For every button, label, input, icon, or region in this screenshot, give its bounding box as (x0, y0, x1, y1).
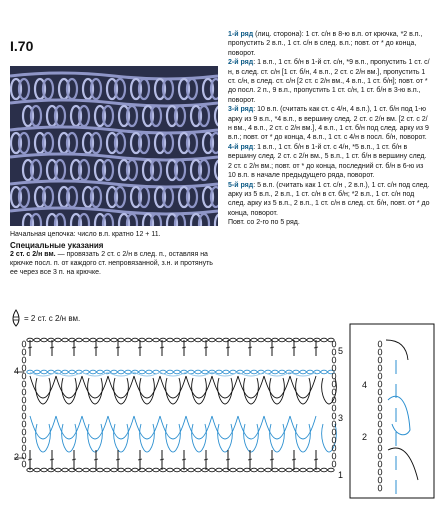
turning-chain (22, 445, 26, 451)
chain-arc (134, 416, 160, 439)
chain-stitch (321, 468, 327, 472)
chain-stitch (258, 468, 264, 472)
row-label-3: 3 (338, 413, 344, 423)
chain-stitch (167, 338, 173, 342)
pattern-photo (10, 66, 218, 226)
chain-arc (386, 340, 408, 360)
double-crochet-post (72, 459, 76, 460)
special-bold: 2 ст. с 2/н вм. (10, 251, 56, 258)
turning-chain (22, 421, 26, 427)
turning-chain (378, 429, 382, 435)
turning-chain (378, 349, 382, 355)
chain-stitch (41, 468, 47, 472)
chain-stitch (202, 338, 208, 342)
chain-stitch (97, 468, 103, 472)
chain-stitch (251, 468, 257, 472)
double-crochet-post (270, 459, 274, 460)
turning-chain (332, 373, 336, 379)
chain-arc (212, 416, 238, 439)
legend-label: = 2 ст. с 2/н вм. (24, 313, 81, 323)
chain-arc (30, 376, 56, 398)
chain-stitch (167, 468, 173, 472)
chain-arc (212, 376, 238, 398)
row-2: 2-й ряд: 1 в.п., 1 ст. б/н в 1-й ст. с/н, *9 в.п., пропустить 1 ст. с/н, в след. ст. с/н [1 ст. б/н, 4 в.п., 2 ст. с 2/н вм.], пропустить 1 ст. с/н, в след. ст. с/н [2 ст. с 2/н вм., 4 в.п., 1 ст. б/н]; повт. от * до посл. 2 п., 9 в.п., пропустить 1 ст. с/н, 1 ст. б/н в 3-ю в.п., поворот. (228, 59, 430, 104)
chain-stitch (307, 468, 313, 472)
turning-chain (22, 349, 26, 355)
cluster-leaf (36, 424, 51, 452)
chart2-row-label-4: 4 (362, 380, 368, 390)
turning-chain (22, 413, 26, 419)
chain-stitch (286, 338, 292, 342)
row-4: 4-й ряд: 1 в.п., 1 ст. б/н в 1-й ст. с 4/н, *5 в.п., 1 ст. б/н в вершину след. 2 ст. с 2/н вм., 5 в.п., 1 ст. б/н в вершину след. 2 ст. с 2/н вм.; повт. от * до конца, последний ст. б/н в 6-ю из 10 в.п. в начале предыдущего ряда, поворот. (228, 143, 427, 180)
chain-stitch (209, 468, 215, 472)
double-crochet-post (182, 459, 186, 460)
chart2-frame (350, 324, 434, 498)
double-crochet-post (292, 459, 296, 460)
chain-arc (108, 416, 134, 439)
chain-stitch (153, 338, 159, 342)
chain-stitch (48, 468, 54, 472)
chain-stitch (195, 338, 201, 342)
chain-stitch (244, 370, 250, 374)
turning-chain (22, 461, 26, 467)
double-crochet-post (28, 459, 32, 460)
chain-stitch (314, 468, 320, 472)
chain-stitch (195, 468, 201, 472)
turning-chain (22, 437, 26, 443)
cluster-leaf (192, 424, 207, 452)
chain-stitch (90, 370, 96, 374)
chain-arc (56, 416, 82, 439)
cluster-leaf (36, 378, 51, 404)
chain-stitch (118, 338, 124, 342)
turning-chain (378, 421, 382, 427)
pattern-id: I.70 (10, 38, 34, 54)
cluster-leaf (296, 378, 311, 404)
chain-stitch (132, 468, 138, 472)
chain-stitch (104, 468, 110, 472)
double-crochet-post (292, 347, 296, 348)
chain-stitch (55, 338, 61, 342)
chain-arc (186, 376, 212, 398)
chain-stitch (244, 338, 250, 342)
double-crochet-post (28, 347, 32, 348)
row-label-2: 2 (14, 452, 20, 462)
chain-stitch (118, 468, 124, 472)
chain-stitch (195, 370, 201, 374)
chain-stitch (34, 338, 40, 342)
turning-chain (332, 349, 336, 355)
turning-chain (22, 365, 26, 371)
double-crochet-post (314, 347, 318, 348)
chain-stitch (300, 338, 306, 342)
cluster-leaf (322, 378, 337, 404)
cluster-leaf (114, 378, 129, 404)
chain-stitch (321, 370, 327, 374)
chain-stitch (111, 468, 117, 472)
double-crochet-post (204, 459, 208, 460)
double-crochet-post (182, 347, 186, 348)
caption (10, 230, 222, 277)
chart2-row-label-2: 2 (362, 432, 368, 442)
chain-stitch (174, 338, 180, 342)
start-chain-text: Начальная цепочка: число в.п. кратно 12 + 11. (10, 231, 161, 238)
chain-stitch (307, 370, 313, 374)
double-crochet-post (94, 347, 98, 348)
turning-chain (22, 357, 26, 363)
chain-stitch (202, 468, 208, 472)
turning-chain (332, 461, 336, 467)
turning-chain (378, 461, 382, 467)
chain-stitch (132, 338, 138, 342)
chain-stitch (167, 370, 173, 374)
chain-arc (160, 376, 186, 398)
chain-arc (264, 416, 290, 439)
turning-chain (332, 341, 336, 347)
turning-chain (332, 389, 336, 395)
row-label-4: 4 (14, 366, 20, 376)
turning-chain (378, 341, 382, 347)
chain-stitch (202, 370, 208, 374)
chain-stitch (146, 338, 152, 342)
cluster-leaf (166, 378, 181, 404)
chain-stitch (223, 370, 229, 374)
chain-stitch (251, 370, 257, 374)
chain-stitch (97, 370, 103, 374)
chain-arc (264, 376, 290, 398)
cluster-leaf (244, 424, 259, 452)
special-desc: — провязать 2 ст. с 2/н в след. п., оставляя на крючке посл. п. от каждого ст. непровязанной, з.н. и протянуть ее через все 3 п. на крючке. (10, 251, 213, 276)
chain-stitch (118, 370, 124, 374)
cluster-leaf (114, 424, 129, 452)
row-3: 3-й ряд: 10 в.п. (считать как ст. с 4/н, 4 в.п.), 1 ст. б/н под 1-ю арку из 9 в.п., *4 в.п., в вершину след. 2 ст. с 2/н вм. [2 ст. с 2/н вм., 4 в.п., 2 ст. с 2/н вм.], 4 в.п., 1 ст. б/н под след. арку из 9 в.п.; повт. от * до конца, 4 в.п., 1 ст. с 4/н в посл. б/н, поворот. (228, 106, 429, 142)
crochet-chart (0, 320, 348, 505)
chain-arc (30, 416, 56, 439)
turning-chain (332, 453, 336, 459)
chain-arc (82, 376, 108, 398)
cluster-leaf (270, 424, 285, 452)
turning-chain (378, 389, 382, 395)
double-crochet-post (72, 347, 76, 348)
chain-stitch (111, 370, 117, 374)
cluster-leaf (62, 378, 77, 404)
instructions (228, 30, 430, 228)
turning-chain (22, 405, 26, 411)
turning-chain (378, 365, 382, 371)
chain-arc (134, 376, 160, 398)
cluster-leaf (88, 424, 103, 452)
turning-chain (332, 429, 336, 435)
double-crochet-post (160, 347, 164, 348)
special-text (10, 250, 222, 277)
double-crochet-post (138, 347, 142, 348)
cluster-leaf (296, 424, 311, 452)
cluster-leaf (218, 378, 233, 404)
turning-chain (22, 429, 26, 435)
cluster-leaf (62, 424, 77, 452)
chain-stitch (146, 468, 152, 472)
chain-stitch (62, 338, 68, 342)
cluster-leaf (270, 378, 285, 404)
double-crochet-post (270, 347, 274, 348)
double-crochet-post (50, 347, 54, 348)
turning-chain (378, 357, 382, 363)
turning-chain (378, 413, 382, 419)
cluster-leaf (88, 378, 103, 404)
turning-chain (378, 453, 382, 459)
turning-chain (378, 405, 382, 411)
chain-stitch (216, 468, 222, 472)
repeat-note: Повт. со 2-го по 5 ряд. (228, 219, 300, 227)
chain-stitch (286, 468, 292, 472)
chain-stitch (314, 370, 320, 374)
chain-arc (290, 376, 316, 398)
crochet-chart-2 (348, 320, 436, 505)
row-5: 5-й ряд: 5 в.п. (считать как 1 ст. с/н , 2 в.п.), 1 ст. с/н под след. арку из 5 в.п., 2 в.п., 1 ст. с/н в ст. б/н; *2 в.п., 1 ст. с/н под след. арку из 5 в.п., 2 в.п., 1 ст. с/н в след. ст. б/н, повт. от * до конца, поворот. (228, 181, 430, 217)
turning-chain (378, 437, 382, 443)
chain-stitch (293, 370, 299, 374)
chain-stitch (258, 338, 264, 342)
chain-stitch (62, 468, 68, 472)
chain-arc (186, 416, 212, 439)
chain-stitch (125, 468, 131, 472)
chain-arc (160, 416, 186, 439)
chain-stitch (34, 370, 40, 374)
turning-chain (22, 373, 26, 379)
chain-stitch (230, 338, 236, 342)
double-crochet-post (314, 459, 318, 460)
double-crochet-post (160, 459, 164, 460)
double-crochet-post (248, 459, 252, 460)
chain-stitch (209, 338, 215, 342)
chain-arc (290, 416, 316, 439)
cluster-leaf (140, 424, 155, 452)
chain-stitch (34, 468, 40, 472)
chain-stitch (279, 370, 285, 374)
chain-stitch (139, 370, 145, 374)
chain-stitch (237, 338, 243, 342)
chain-stitch (97, 338, 103, 342)
chain-stitch (76, 468, 82, 472)
chain-stitch (265, 338, 271, 342)
double-crochet-post (116, 347, 120, 348)
chain-stitch (69, 370, 75, 374)
chain-stitch (55, 468, 61, 472)
chain-stitch (279, 468, 285, 472)
cluster-leaf (166, 424, 181, 452)
chain-arc (108, 376, 134, 398)
chain-stitch (62, 370, 68, 374)
turning-chain (378, 469, 382, 475)
special-title: Специальные указания (10, 241, 104, 250)
chain-stitch (90, 338, 96, 342)
chain-stitch (188, 468, 194, 472)
chain-stitch (328, 468, 334, 472)
turning-chain (332, 365, 336, 371)
chain-stitch (251, 338, 257, 342)
turning-chain (332, 413, 336, 419)
chain-stitch (174, 468, 180, 472)
chain-stitch (90, 468, 96, 472)
chain-stitch (41, 338, 47, 342)
chain-stitch (244, 468, 250, 472)
double-crochet-post (226, 347, 230, 348)
turning-chain (22, 389, 26, 395)
chain-stitch (300, 370, 306, 374)
chain-stitch (272, 338, 278, 342)
chain-arc (388, 448, 418, 480)
chain-stitch (83, 468, 89, 472)
chain-stitch (314, 338, 320, 342)
chain-arc (82, 416, 108, 439)
chain-stitch (125, 338, 131, 342)
chain-stitch (76, 338, 82, 342)
chain-stitch (300, 468, 306, 472)
row-label-5: 5 (338, 346, 344, 356)
double-crochet-post (204, 347, 208, 348)
chain-stitch (216, 370, 222, 374)
turning-chain (22, 341, 26, 347)
chain-stitch (265, 468, 271, 472)
turning-chain (378, 373, 382, 379)
chain-arc (56, 376, 82, 398)
double-crochet-post (226, 459, 230, 460)
chain-stitch (146, 370, 152, 374)
chain-arc (238, 416, 264, 439)
chain-stitch (272, 468, 278, 472)
row-1: 1-й ряд (лиц. сторона): 1 ст. с/н в 8-ю в.п. от крючка, *2 в.п., пропустить 2 в.п., 1 ст. с/н в след. в.п.; повт. от * до конца, поворот. (228, 31, 423, 57)
turning-chain (332, 357, 336, 363)
chain-stitch (41, 370, 47, 374)
turning-chain (332, 437, 336, 443)
double-crochet-post (116, 459, 120, 460)
turning-chain (378, 445, 382, 451)
chain-stitch (160, 468, 166, 472)
double-crochet-post (50, 459, 54, 460)
turning-chain (22, 397, 26, 403)
chain-stitch (272, 370, 278, 374)
chain-stitch (216, 338, 222, 342)
chain-stitch (279, 338, 285, 342)
turning-chain (22, 381, 26, 387)
chain-stitch (83, 338, 89, 342)
chain-stitch (237, 468, 243, 472)
chain-stitch (104, 338, 110, 342)
double-crochet-post (248, 347, 252, 348)
turning-chain (332, 405, 336, 411)
chain-stitch (153, 468, 159, 472)
cluster-leaf (218, 424, 233, 452)
cluster-leaf (244, 378, 259, 404)
double-crochet-post (94, 459, 98, 460)
chain-stitch (174, 370, 180, 374)
double-crochet-post (138, 459, 142, 460)
cluster-leaf (140, 378, 155, 404)
chain-stitch (321, 338, 327, 342)
chain-stitch (125, 370, 131, 374)
chain-stitch (230, 468, 236, 472)
turning-chain (378, 485, 382, 491)
cluster-leaf (322, 424, 337, 452)
chain-stitch (307, 338, 313, 342)
chain-stitch (111, 338, 117, 342)
cluster-leaf (388, 396, 410, 435)
row-label-1: 1 (338, 470, 344, 480)
turning-chain (378, 477, 382, 483)
turning-chain (332, 381, 336, 387)
chain-stitch (48, 338, 54, 342)
turning-chain (378, 381, 382, 387)
turning-chain (378, 397, 382, 403)
chain-stitch (160, 338, 166, 342)
chain-stitch (188, 338, 194, 342)
cluster-leaf (192, 378, 207, 404)
chain-arc (238, 376, 264, 398)
